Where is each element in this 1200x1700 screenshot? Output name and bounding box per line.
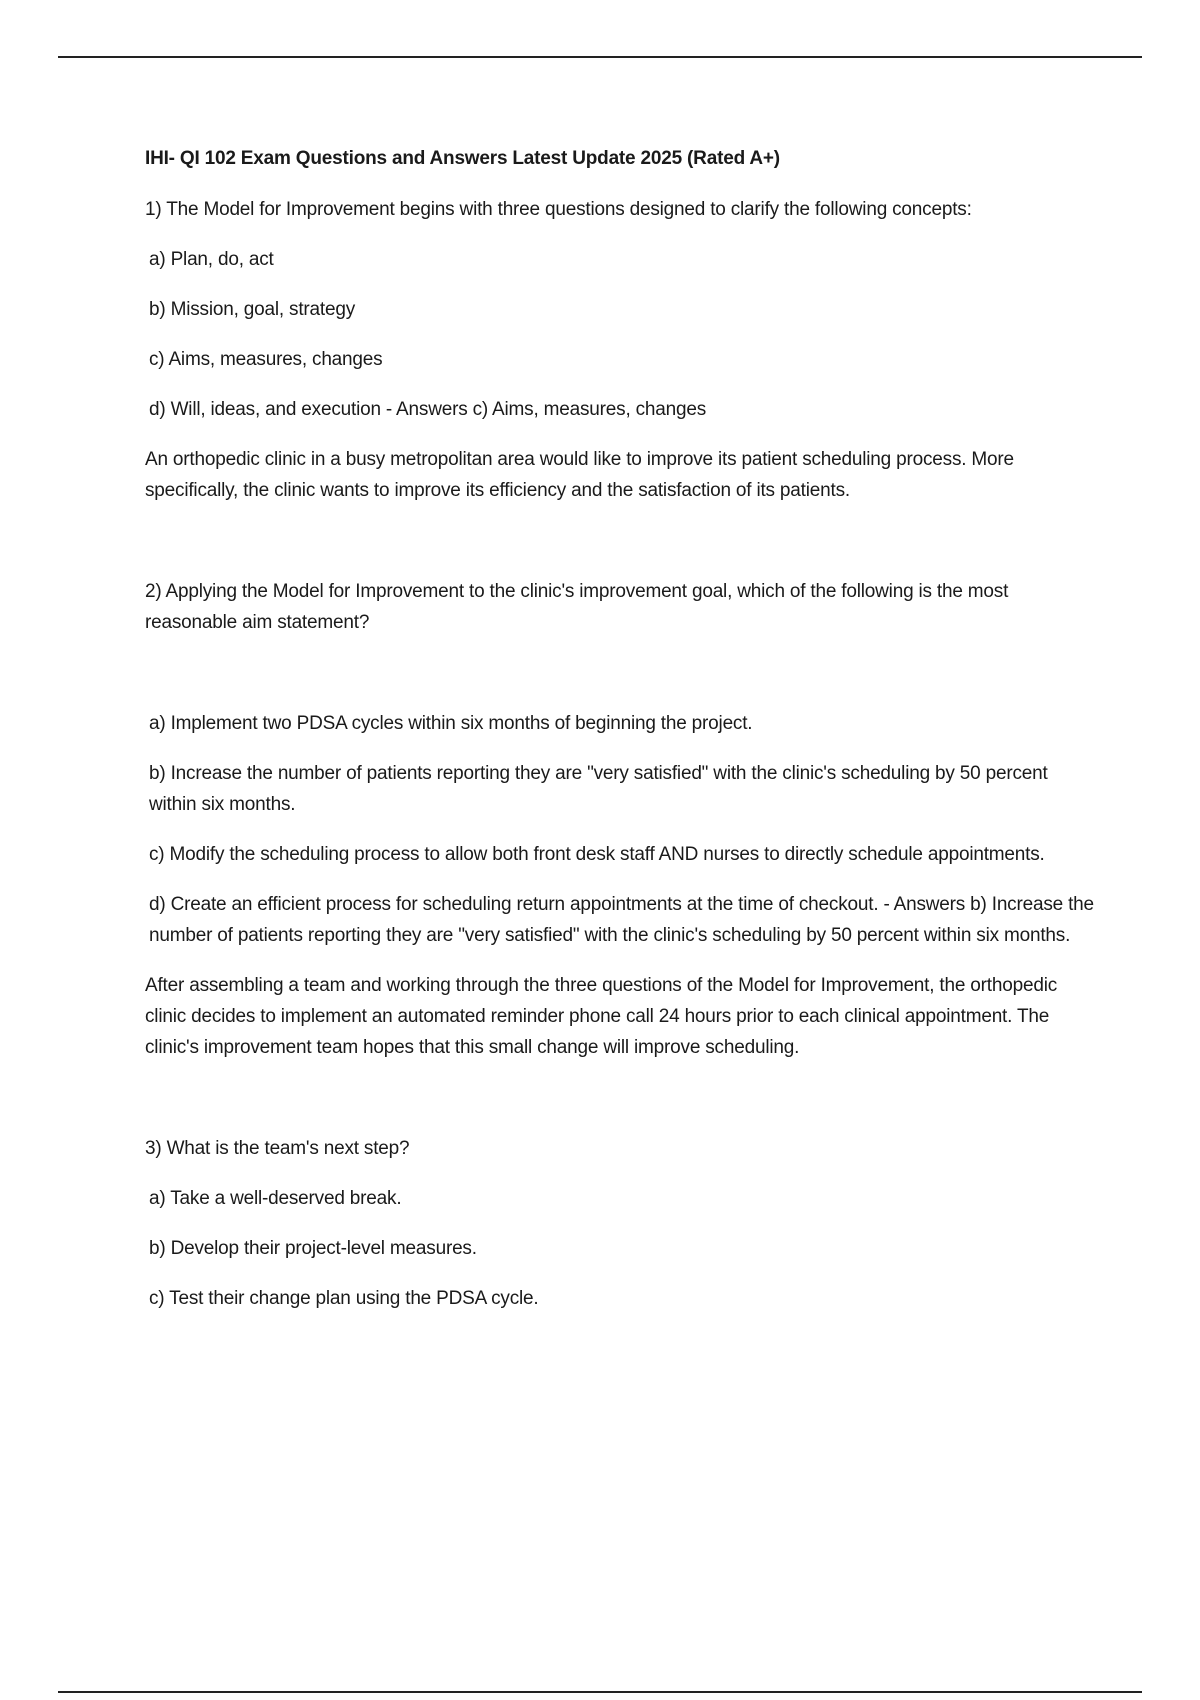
question-3-option-c: c) Test their change plan using the PDSA cycle. bbox=[149, 1288, 539, 1309]
question-1-option-a: a) Plan, do, act bbox=[149, 249, 274, 270]
question-1-option-c: c) Aims, measures, changes bbox=[149, 349, 383, 370]
question-3: 3) What is the team's next step? bbox=[145, 1138, 410, 1159]
question-1-option-d: d) Will, ideas, and execution - Answers c) Aims, measures, changes bbox=[149, 399, 707, 420]
question-3-option-b: b) Develop their project-level measures. bbox=[149, 1238, 477, 1259]
question-1-option-b: b) Mission, goal, strategy bbox=[149, 299, 355, 320]
scenario-1: An orthopedic clinic in a busy metropolitan area would like to improve its patient scheduling process. More specifically, the clinic wants to improve its efficiency and the satisfaction of its patients. bbox=[145, 449, 1014, 501]
question-2-option-b: b) Increase the number of patients reporting they are "very satisfied" with the clinic's scheduling by 50 percent within six months. bbox=[149, 763, 1048, 815]
question-3-option-a: a) Take a well-deserved break. bbox=[149, 1188, 402, 1209]
document-body bbox=[145, 143, 1095, 1333]
question-2-option-c: c) Modify the scheduling process to allow both front desk staff AND nurses to directly schedule appointments. bbox=[149, 844, 1045, 865]
question-2-option-a: a) Implement two PDSA cycles within six months of beginning the project. bbox=[149, 713, 753, 734]
question-2: 2) Applying the Model for Improvement to the clinic's improvement goal, which of the following is the most reasonable aim statement? bbox=[145, 581, 1009, 633]
question-1: 1) The Model for Improvement begins with three questions designed to clarify the following concepts: bbox=[145, 199, 972, 220]
footer-rule bbox=[58, 1691, 1142, 1693]
question-2-option-d: d) Create an efficient process for scheduling return appointments at the time of checkout. - Answers b) Increase the number of patients reporting they are "very satisfied" with the clinic's scheduling by 50 percent within six months. bbox=[149, 894, 1094, 946]
document-title: IHI- QI 102 Exam Questions and Answers Latest Update 2025 (Rated A+) bbox=[145, 148, 780, 169]
header-rule bbox=[58, 56, 1142, 58]
scenario-2: After assembling a team and working through the three questions of the Model for Improvement, the orthopedic clinic decides to implement an automated reminder phone call 24 hours prior to each clinical appointment. The clinic's improvement team hopes that this small change will improve scheduling. bbox=[145, 975, 1058, 1058]
